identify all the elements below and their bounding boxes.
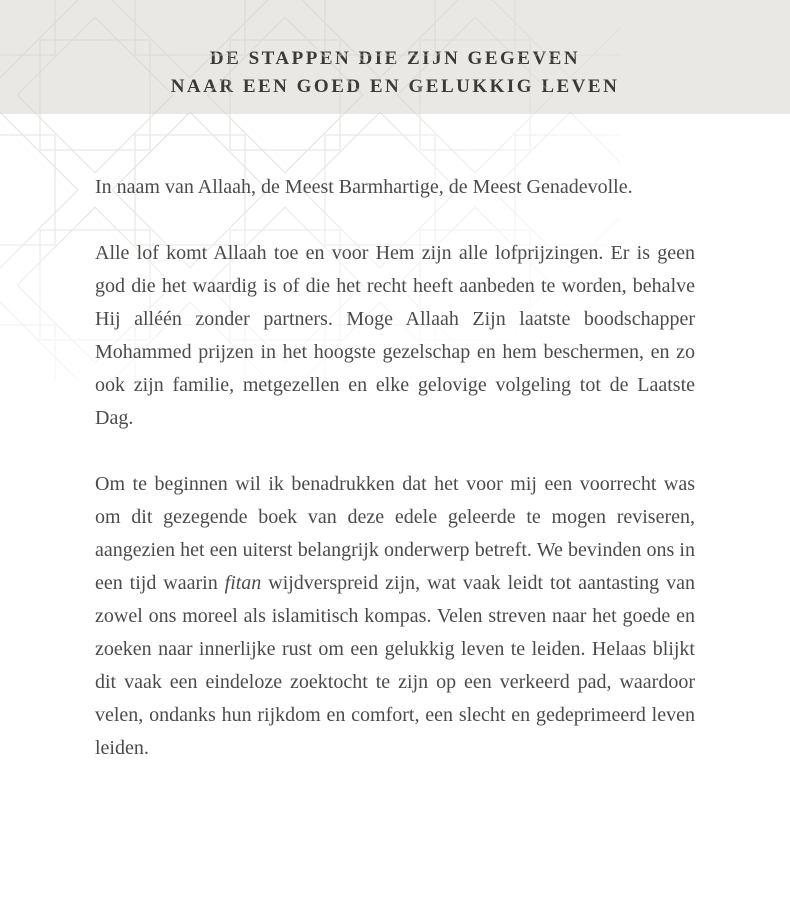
paragraph-basmala: In naam van Allaah, de Meest Barmhartige, de Meest Genadevolle. [95, 176, 633, 198]
chapter-title [171, 45, 620, 101]
paragraph-introduction-text: Om te beginnen wil ik benadrukken dat het voor mij een voorrecht was om dit gezegende boek van deze edele geleerde te mogen reviseren, aangezien het een uiterst belangrijk onderwerp betreft. We bevinden ons in een tijd waarin [95, 473, 695, 594]
chapter-title-line-1: DE STAPPEN DIE ZIJN GEGEVEN [209, 48, 581, 69]
paragraph-introduction [95, 468, 695, 765]
chapter-title-line-2: NAAR EEN GOED EN GELUKKIG LEVEN [170, 76, 620, 97]
chapter-header-band [0, 0, 790, 114]
paragraph-praise: Alle lof komt Allaah toe en voor Hem zijn alle lofprijzingen. Er is geen god die het waardig is of die het recht heeft aanbeden te worden, behalve Hij alléén zonder partners. Moge Allaah Zijn laatste boodschapper Mohammed prijzen in het hoogste gezelschap en hem beschermen, en zo ook zijn familie, metgezellen en elke gelovige volgeling tot de Laatste Dag. [95, 242, 695, 429]
paragraph-introduction-text-continued: wijdverspreid zijn, wat vaak leidt tot aantasting van zowel ons moreel als islamitisch kompas. Velen streven naar het goede en zoeken naar innerlijke rust om een gelukkig leven te leiden. Helaas blijkt dit vaak een eindeloze zoektocht te zijn op een verkeerd pad, waardoor velen, ondanks hun rijkdom en comfort, een slecht en gedeprimeerd leven leiden. [95, 572, 695, 759]
arabic-term-fitan: fitan [224, 572, 262, 594]
page-content [95, 114, 695, 765]
